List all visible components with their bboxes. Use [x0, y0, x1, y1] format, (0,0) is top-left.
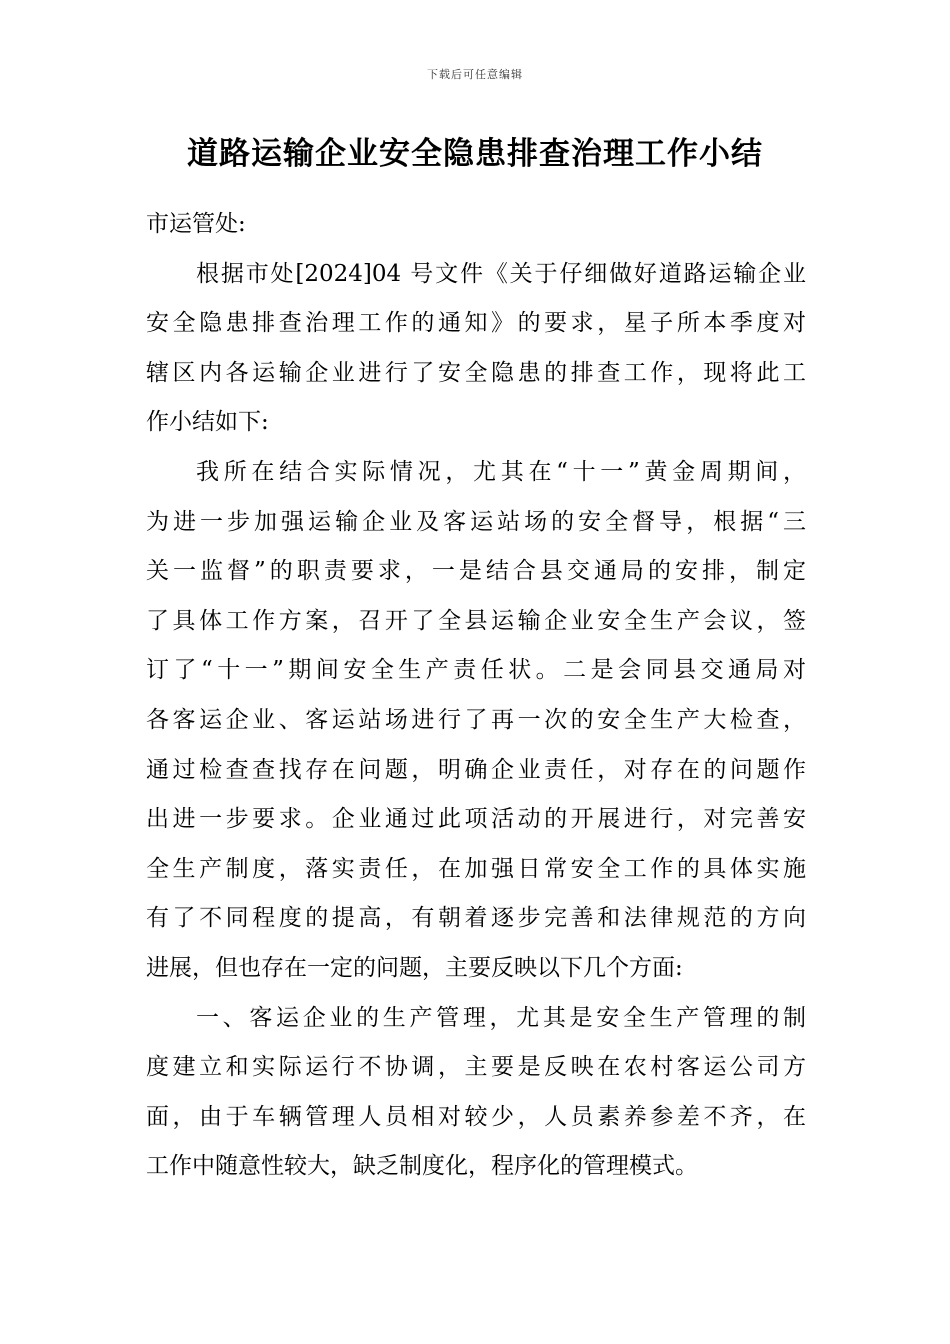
text-line: 各客运企业、客运站场进行了再一次的安全生产大检查， [146, 706, 806, 733]
text-line: 工作中随意性较大，缺乏制度化，程序化的管理模式。 [146, 1153, 698, 1180]
text-line: 作小结如下: [146, 409, 269, 436]
text-line: 根据市处[2024]04 号文件《关于仔细做好道路运输企业 [196, 260, 806, 287]
header-note: 下载后可任意编辑 [427, 68, 523, 81]
text-line: 全生产制度，落实责任，在加强日常安全工作的具体实施 [146, 855, 806, 882]
text-line: 一、客运企业的生产管理，尤其是安全生产管理的制 [196, 1004, 806, 1031]
text-line: 进展，但也存在一定的问题，主要反映以下几个方面: [146, 954, 683, 981]
text-line: 市运管处: [146, 211, 246, 237]
text-line: 关一监督”的职责要求，一是结合县交通局的安排，制定 [146, 558, 806, 585]
text-line: 订了“十一”期间安全生产责任状。二是会同县交通局对 [146, 657, 806, 684]
text-line: 为进一步加强运输企业及客运站场的安全督导，根据“三 [146, 508, 806, 535]
text-line: 有了不同程度的提高，有朝着逐步完善和法律规范的方向 [146, 905, 806, 932]
text-line: 我所在结合实际情况，尤其在“十一”黄金周期间， [196, 458, 806, 485]
text-line: 通过检查查找存在问题，明确企业责任，对存在的问题作 [146, 756, 806, 783]
document-body [146, 200, 806, 1192]
text-line: 出进一步要求。企业通过此项活动的开展进行，对完善安 [146, 806, 806, 833]
document-title: 道路运输企业安全隐患排查治理工作小结 [187, 136, 763, 172]
text-line: 了具体工作方案，召开了全县运输企业安全生产会议，签 [146, 607, 806, 634]
text-line: 度建立和实际运行不协调，主要是反映在农村客运公司方 [146, 1054, 806, 1081]
text-line: 安全隐患排查治理工作的通知》的要求，星子所本季度对 [146, 310, 806, 337]
text-line: 辖区内各运输企业进行了安全隐患的排查工作，现将此工 [146, 359, 806, 386]
text-line: 面，由于车辆管理人员相对较少，人员素养参差不齐，在 [146, 1103, 806, 1130]
